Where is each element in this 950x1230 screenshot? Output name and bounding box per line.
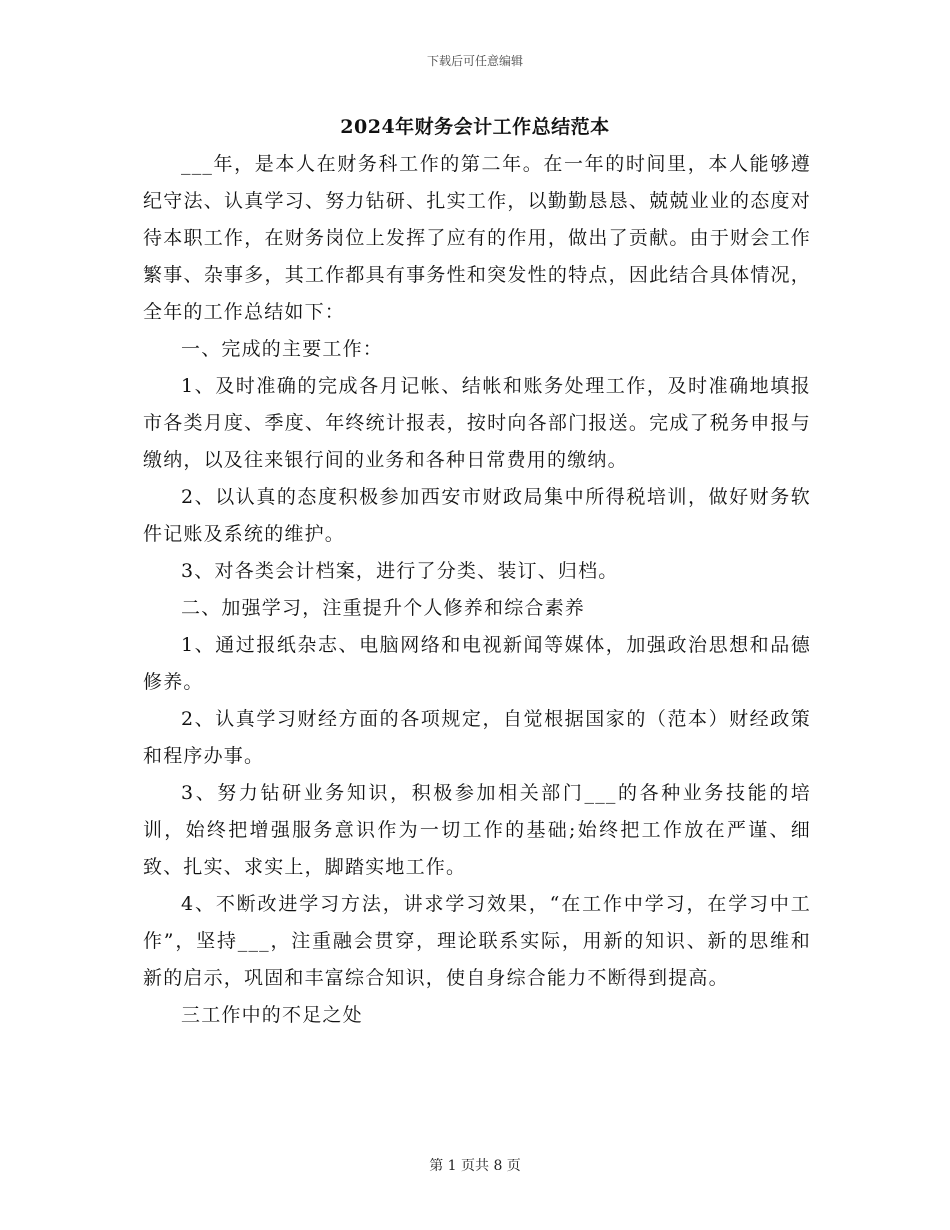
section-heading-1: 一、完成的主要工作： <box>181 338 384 360</box>
paragraph-2-2: 2、认真学习财经方面的各项规定，自觉根据国家的（范本）财经政策和程序办事。 <box>143 708 811 767</box>
page-footer-number: 第 1 页共 8 页 <box>429 1158 521 1174</box>
document-title: 2024年财务会计工作总结范本 <box>340 116 610 138</box>
section-heading-2: 二、加强学习，注重提升个人修养和综合素养 <box>181 597 586 619</box>
document-body <box>143 146 811 1034</box>
paragraph-2-1: 1、通过报纸杂志、电脑网络和电视新闻等媒体，加强政治思想和品德修养。 <box>143 634 811 693</box>
section-heading-3: 三工作中的不足之处 <box>181 1004 363 1026</box>
page-header-note: 下载后可任意编辑 <box>426 54 523 68</box>
paragraph-intro: ___年，是本人在财务科工作的第二年。在一年的时间里，本人能够遵纪守法、认真学习、努力钻研、扎实工作，以勤勤恳恳、兢兢业业的态度对待本职工作，在财务岗位上发挥了应有的作用，做出了贡献。由于财会工作繁事、杂事多，其工作都具有事务性和突发性的特点，因此结合具体情况，全年的工作总结如下： <box>143 153 811 323</box>
paragraph-2-3: 3、努力钻研业务知识，积极参加相关部门___的各种业务技能的培训，始终把增强服务意识作为一切工作的基础;始终把工作放在严谨、细致、扎实、求实上，脚踏实地工作。 <box>143 782 811 878</box>
paragraph-1-3: 3、对各类会计档案，进行了分类、装订、归档。 <box>181 560 619 582</box>
paragraph-1-1: 1、及时准确的完成各月记帐、结帐和账务处理工作，及时准确地填报市各类月度、季度、年终统计报表，按时向各部门报送。完成了税务申报与缴纳，以及往来银行间的业务和各种日常费用的缴纳。 <box>143 375 811 471</box>
paragraph-1-2: 2、以认真的态度积极参加西安市财政局集中所得税培训，做好财务软件记账及系统的维护。 <box>143 486 811 545</box>
paragraph-2-4: 4、不断改进学习方法，讲求学习效果，“在工作中学习，在学习中工作”，坚持___，注重融会贯穿，理论联系实际，用新的知识、新的思维和新的启示，巩固和丰富综合知识，使自身综合能力不断得到提高。 <box>143 893 811 989</box>
